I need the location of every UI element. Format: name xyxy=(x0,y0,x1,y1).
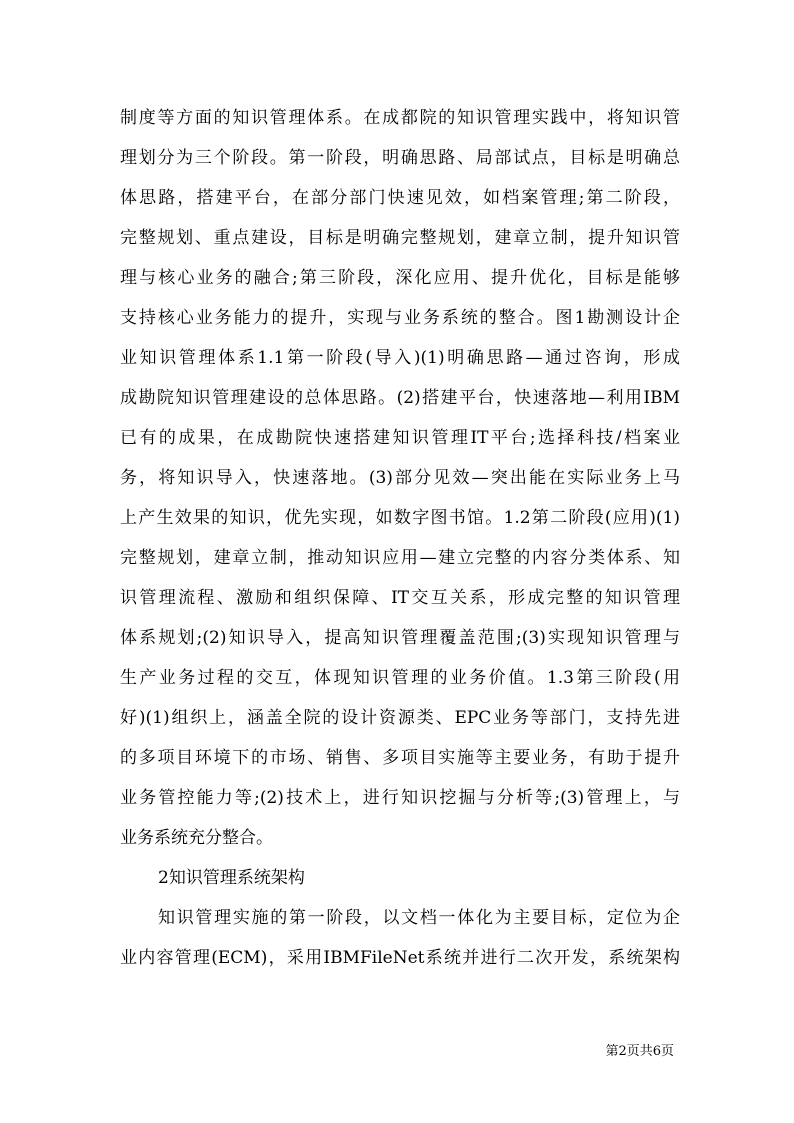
body-line-11: 上产生效果的知识，优先实现，如数字图书馆。1.2第二阶段(应用)(1) xyxy=(120,508,680,528)
body-line-7: 业知识管理体系1.1第一阶段(导入)(1)明确思路—通过咨询，形成 xyxy=(120,348,680,368)
body-line-13: 识管理流程、激励和组织保障、IT交互关系，形成完整的知识管理 xyxy=(120,588,680,608)
section-heading: 2知识管理系统架构 xyxy=(158,868,305,888)
page-number-footer: 第2页共6页 xyxy=(605,1044,674,1059)
body-line-19: 业务系统充分整合。 xyxy=(120,828,273,848)
body-line-6: 支持核心业务能力的提升，实现与业务系统的整合。图1勘测设计企 xyxy=(120,308,680,328)
body-line-15: 生产业务过程的交互，体现知识管理的业务价值。1.3第三阶段(用 xyxy=(120,668,680,688)
body-line-20: 知识管理实施的第一阶段，以文档一体化为主要目标，定位为企 xyxy=(158,908,680,928)
body-line-5: 理与核心业务的融合;第三阶段，深化应用、提升优化，目标是能够 xyxy=(120,268,680,288)
body-line-10: 务，将知识导入，快速落地。(3)部分见效—突出能在实际业务上马 xyxy=(120,468,680,488)
body-line-16: 好)(1)组织上，涵盖全院的设计资源类、EPC业务等部门，支持先进 xyxy=(120,708,680,728)
body-line-18: 业务管控能力等;(2)技术上，进行知识挖掘与分析等;(3)管理上，与 xyxy=(120,788,680,808)
body-line-3: 体思路，搭建平台，在部分部门快速见效，如档案管理;第二阶段， xyxy=(120,188,680,208)
body-line-12: 完整规划，建章立制，推动知识应用—建立完整的内容分类体系、知 xyxy=(120,548,680,568)
body-line-1: 制度等方面的知识管理体系。在成都院的知识管理实践中，将知识管 xyxy=(120,108,680,128)
body-line-2: 理划分为三个阶段。第一阶段，明确思路、局部试点，目标是明确总 xyxy=(120,148,680,168)
body-line-4: 完整规划、重点建设，目标是明确完整规划，建章立制，提升知识管 xyxy=(120,228,680,248)
body-line-9: 已有的成果，在成勘院快速搭建知识管理IT平台;选择科技/档案业 xyxy=(120,428,680,448)
body-line-17: 的多项目环境下的市场、销售、多项目实施等主要业务，有助于提升 xyxy=(120,748,680,768)
body-line-14: 体系规划;(2)知识导入，提高知识管理覆盖范围;(3)实现知识管理与 xyxy=(120,628,680,648)
body-line-21: 业内容管理(ECM)，采用IBMFileNet系统并进行二次开发，系统架构 xyxy=(120,948,680,968)
body-line-8: 成勘院知识管理建设的总体思路。(2)搭建平台，快速落地—利用IBM xyxy=(120,388,680,408)
